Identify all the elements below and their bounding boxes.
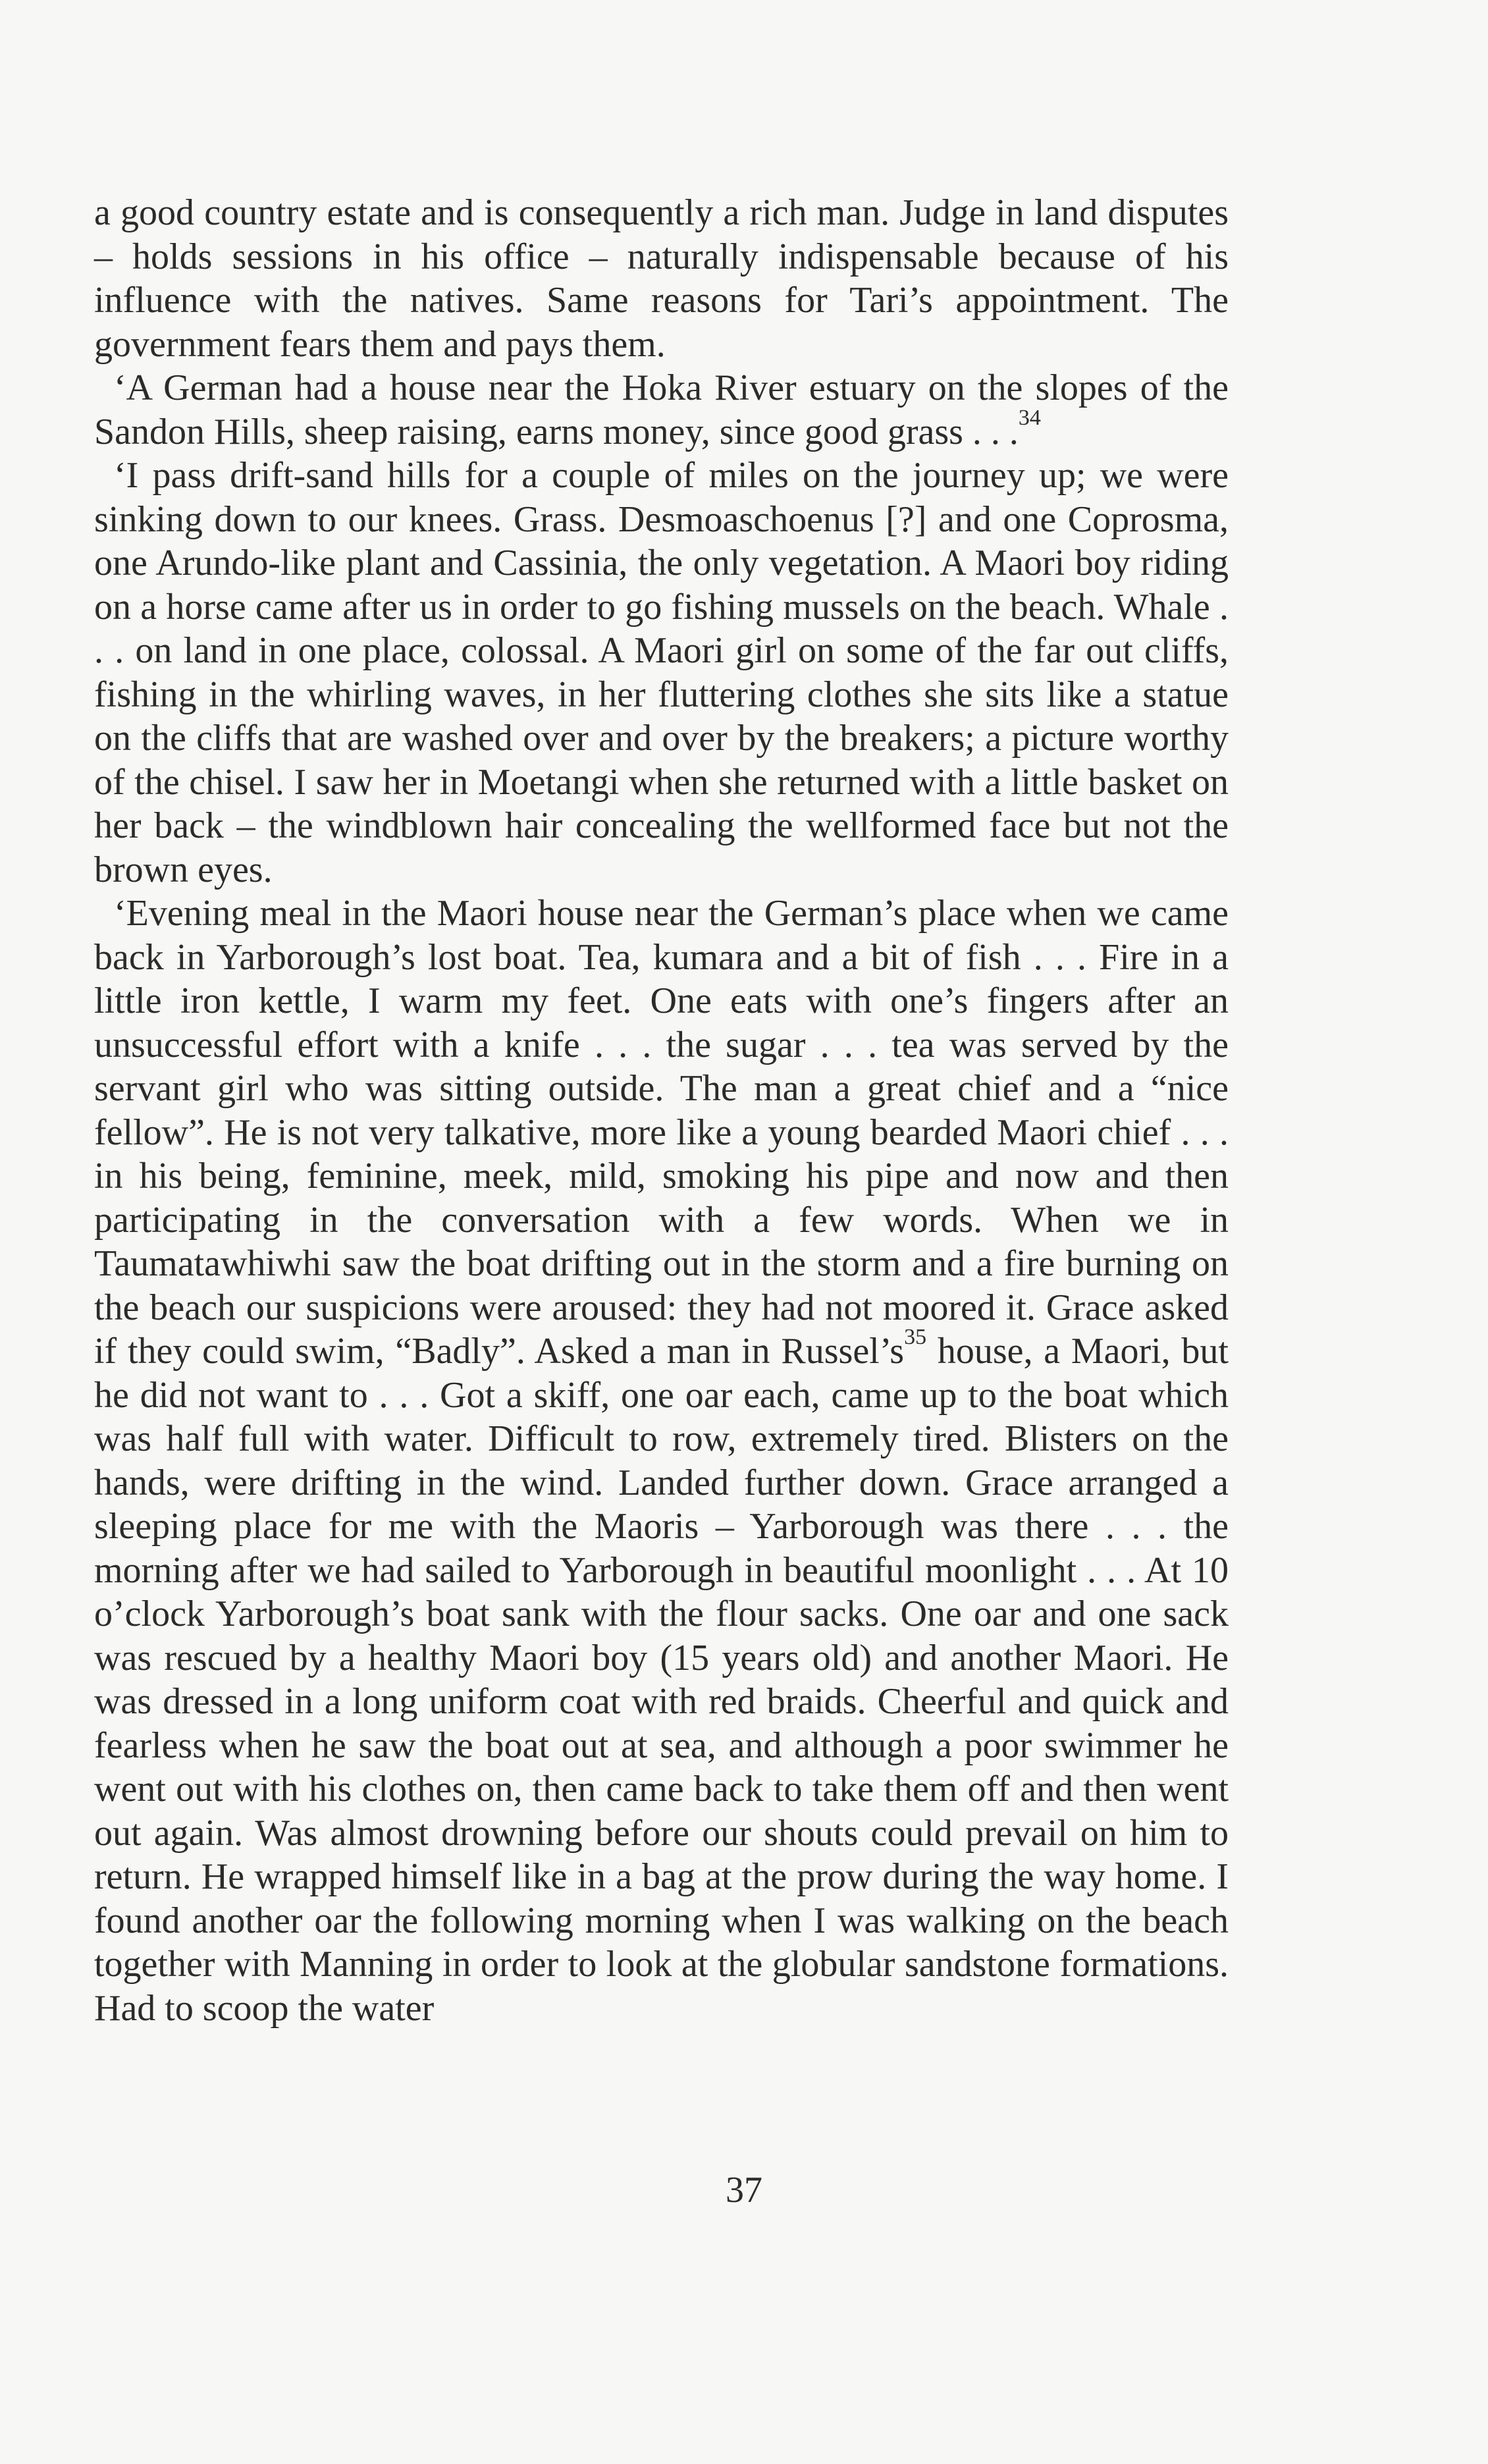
paragraph-text: ‘I pass drift-sand hills for a couple of miles on the journey up; we were sinking down to our knees. Grass. Desmoaschoenus [?] and one Coprosma, one Arundo-like plant and Cassinia, the only vegetation. A Maori boy riding on a horse came after us in order to go fishing mussels on the beach. Whale . . . on land in one place, colossal. A Maori girl on some of the far out cliffs, fishing in the whirling waves, in her fluttering clothes she sits like a statue on the cliffs that are washed over and over by the breakers; a picture worthy of the chisel. I saw her in Moetangi when she returned with a little basket on her back – the windblown hair concealing the wellformed face but not the brown eyes. [94, 455, 1229, 890]
paragraph-text: ‘A German had a house near the Hoka River estuary on the slopes of the Sandon Hills, sheep raising, earns money, since good grass . . . [94, 367, 1229, 452]
body-text [94, 191, 1229, 2030]
paragraph-estate [94, 191, 1229, 366]
paragraph-german-house [94, 366, 1229, 454]
footnote-reference-35: 35 [904, 1325, 927, 1350]
paragraph-text: a good country estate and is consequently a rich man. Judge in land disputes – holds sessions in his office – naturally indispensable because of his influence with the natives. Same reasons for Tari’s appointment. The government fears them and pays them. [94, 192, 1229, 365]
page-number: 37 [726, 2170, 762, 2210]
paragraph-drift-sand [94, 454, 1229, 892]
paragraph-evening-meal [94, 892, 1229, 2030]
paragraph-text: ‘Evening meal in the Maori house near the German’s place when we came back in Yarborough’s lost boat. Tea, kumara and a bit of fish . . . Fire in a little iron kettle, I warm my feet. One eats with one’s fingers after an unsuccessful effort with a knife . . . the sugar . . . tea was served by the servant girl who was sitting outside. The man a great chief and a “nice fellow”. He is not very talkative, more like a young bearded Maori chief . . . in his being, feminine, meek, mild, smoking his pipe and now and then participating in the conversation with a few words. When we in Taumatawhiwhi saw the boat drifting out in the storm and a fire burning on the beach our suspicions were aroused: they had not moored it. Grace asked if they could swim, “Badly”. Asked a man in Russel’s [94, 893, 1229, 1372]
paragraph-text: house, a Maori, but he did not want to . . . Got a skiff, one oar each, came up to the boat which was half full with water. Difficult to row, extremely tired. Blisters on the hands, were drifting in the wind. Landed further down. Grace arranged a sleeping place for me with the Maoris – Yarborough was there . . . the morning after we had sailed to Yarborough in beautiful moonlight . . . At 10 o’clock Yarborough’s boat sank with the flour sacks. One oar and one sack was rescued by a healthy Maori boy (15 years old) and another Maori. He was dressed in a long uniform coat with red braids. Cheerful and quick and fearless when he saw the boat out at sea, and although a poor swimmer he went out with his clothes on, then came back to take them off and then went out again. Was almost drowning before our shouts could prevail on him to return. He wrapped himself like in a bag at the prow during the way home. I found another oar the following morning when I was walking on the beach together with Manning in order to look at the globular sandstone formations. Had to scoop the water [94, 1331, 1229, 2029]
footnote-reference-34: 34 [1018, 405, 1041, 430]
